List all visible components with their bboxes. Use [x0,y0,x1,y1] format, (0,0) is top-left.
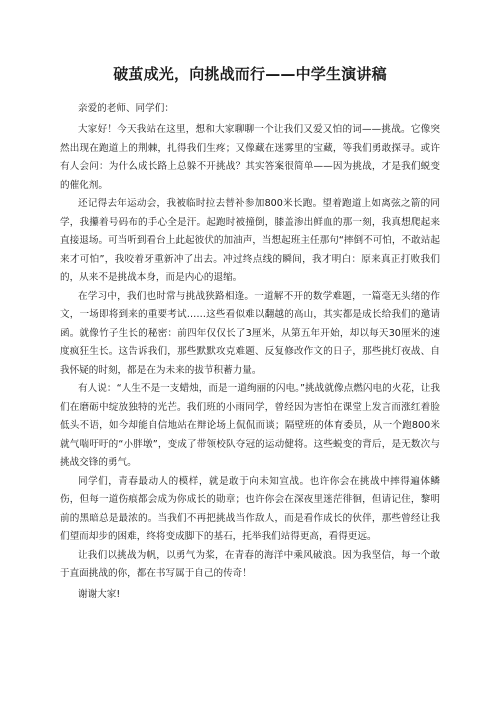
speech-body [60,121,440,584]
paragraph-3: 在学习中，我们也时常与挑战狭路相逢。一道解不开的数学难题，一篇毫无头绪的作文，一场即将到来的重要考试……这些看似难以翻越的高山，其实都是成长给我们的邀请函。就像竹子生长的秘密：前四年仅仅长了3厘米，从第五年开始，却以每天30厘米的速度疯狂生长。这告诉我们，那些默默攻克难题、反复修改作文的日子，那些挑灯夜战、自我怀疑的时刻，都是在为未来的拔节积蓄力量。 [60,290,440,376]
paragraph-1: 大家好！今天我站在这里，想和大家聊聊一个让我们又爱又怕的词——挑战。它像突然出现在跑道上的荆棘，扎得我们生疼；又像藏在迷雾里的宝藏，等我们勇敢探寻。或许有人会问：为什么成长路上总躲不开挑战？其实答案很简单——因为挑战，才是我们蜕变的催化剂。 [60,124,440,191]
paragraph-5: 同学们，青春最动人的模样，就是敢于向未知宣战。也许你会在挑战中摔得遍体鳞伤，但每一道伤痕都会成为你成长的勋章；也许你会在深夜里迷茫徘徊，但请记住，黎明前的黑暗总是最浓的。当我们不再把挑战当作敌人，而是看作成长的伙伴，那些曾经让我们望而却步的困难，终将变成脚下的基石，托举我们站得更高，看得更远。 [60,475,440,542]
paragraph-4: 有人说：“人生不是一支蜡烛，而是一道绚丽的闪电。”挑战就像点燃闪电的火花，让我们在磨砺中绽放独特的光芒。我们班的小雨同学，曾经因为害怕在课堂上发言而涨红着脸低头不语，如今却能自信地站在辩论场上侃侃而谈；隔壁班的体育委员，从一个跑800米就气喘吁吁的“小胖墩”，变成了带领校队夺冠的运动健将。这些蜕变的背后，是无数次与挑战交锋的勇气。 [60,383,440,468]
greeting-line: 亲爱的老师、同学们： [78,103,174,114]
document-title: 破茧成光，向挑战而行——中学生演讲稿 [113,65,387,83]
closing-line: 谢谢大家! [78,588,121,600]
paragraph-6: 让我们以挑战为帆，以勇气为桨，在青春的海洋中乘风破浪。因为我坚信，每一个敢于直面挑战的你，都在书写属于自己的传奇！ [60,549,440,579]
paragraph-2: 还记得去年运动会，我被临时拉去替补参加800米长跑。望着跑道上如离弦之箭的同学，我攥着号码布的手心全是汗。起跑时被撞倒，膝盖渗出鲜血的那一刻，我真想爬起来直接退场。可当听到看台上此起彼伏的加油声，当想起班主任那句“摔倒不可怕，不敢站起来才可怕”，我咬着牙重新冲了出去。冲过终点线的瞬间，我才明白：原来真正打败我们的，从来不是挑战本身，而是内心的退缩。 [60,198,440,283]
